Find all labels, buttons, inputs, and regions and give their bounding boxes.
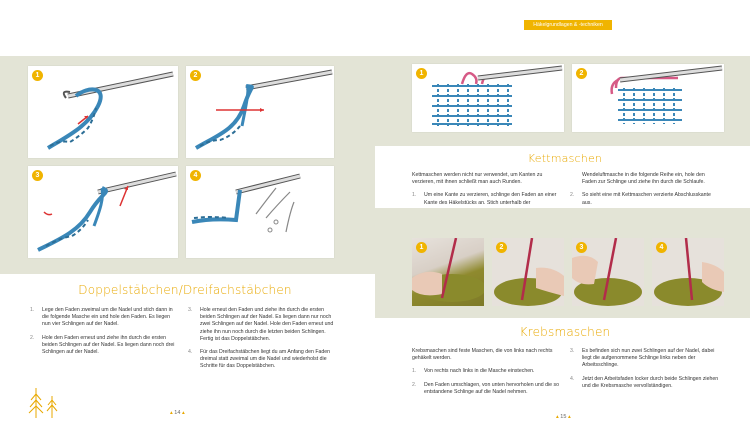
list-item: 2. So sieht eine mit Kettmaschen verzierte Abschlusskante aus. <box>570 192 711 206</box>
diagram-card-2 <box>186 66 334 158</box>
kett-col2-intro: Wendeluftmasche in die folgende Reihe ein, hole den Faden zur Schlinge und ziehe ihn durch die Schlaufe. <box>582 172 705 186</box>
photo-badge-4: 4 <box>656 242 667 253</box>
step-badge-4: 4 <box>190 170 201 181</box>
diagram-card-1 <box>28 66 178 158</box>
list-item: 4. Jetzt den Arbeitsfaden locker durch beide Schlingen ziehen und die Krebsmasche vervollständigen. <box>570 375 719 389</box>
krebs-photo-2 <box>492 238 564 306</box>
kett-badge-1: 1 <box>416 68 427 79</box>
kett-diagram-card-1 <box>412 64 564 132</box>
kett-title: Kettmaschen <box>527 152 603 165</box>
krebs-intro: Krebsmaschen sind feste Maschen, die von links nach rechts gehäkelt werden. <box>412 348 553 362</box>
kett-badge-2: 2 <box>576 68 587 79</box>
diagram-card-3 <box>28 166 178 258</box>
kett-intro: Kettmaschen werden nicht nur verwendet, um Kanten zu verzieren, mit ihnen schließt man auch Runden. <box>412 172 543 186</box>
krebs-photo-1 <box>412 238 484 306</box>
tree-decoration-icon <box>24 386 64 420</box>
krebs-photo-3 <box>572 238 644 306</box>
list-item: 1. Um eine Kante zu verzieren, schlinge den Faden an einer Kante des Häkelstücks an. Stich unterhalb der <box>412 192 557 206</box>
list-item: 3. Hole erneut den Faden und ziehe ihn durch die ersten beiden Schlingen auf der Nadel. Es liegen dann nur noch zwei Schlingen auf der Nadel. Hole den Faden erneut und ziehe ihn nun noch durch die letzten beiden Schlingen. Fertig ist das Doppelstäbchen. <box>188 307 334 342</box>
list-item: 2. Den Faden umschlagen, von unten hervorholen und die so entstandene Schlinge auf die Nadel nehmen. <box>412 381 559 395</box>
kett-col1 <box>412 172 562 213</box>
photo-badge-3: 3 <box>576 242 587 253</box>
step-badge-2: 2 <box>190 70 201 81</box>
left-title: Doppelstäbchen/Dreifachstäbchen <box>78 283 292 297</box>
photo-badge-1: 1 <box>416 242 427 253</box>
list-item: 2. Hole den Faden erneut und ziehe ihn durch die ersten beiden Schlingen auf der Nadel. Es liegen dann noch drei Schlingen auf der Nadel. <box>30 334 175 356</box>
crochet-diagram-1 <box>28 66 178 158</box>
crochet-diagram-4 <box>186 166 334 258</box>
crochet-diagram-2 <box>186 66 334 158</box>
photo-badge-2: 2 <box>496 242 507 253</box>
left-steps-col2 <box>188 307 338 377</box>
left-page-number: ▴ 14 ▴ <box>170 410 185 416</box>
krebs-photo-4 <box>652 238 724 306</box>
list-item: 1. Lege den Faden zweimal um die Nadel und stich dann in die folgende Masche ein und hole den Faden. Es liegen nun vier Schlingen auf der Nadel. <box>30 307 173 328</box>
diagram-card-4 <box>186 166 334 258</box>
header-tag: Häkelgrundlagen & -techniken <box>524 20 612 30</box>
list-item: 3. Es befinden sich nun zwei Schlingen auf der Nadel, dabei liegt die aufgenommene Schlinge links neben der Arbeitsschlinge. <box>570 348 715 369</box>
step-badge-1: 1 <box>32 70 43 81</box>
krebs-title: Krebsmaschen <box>519 325 611 339</box>
crochet-diagram-3 <box>28 166 178 258</box>
kett-diagram-2 <box>572 64 724 132</box>
right-page-number: ▴ 15 ▴ <box>556 414 571 420</box>
kett-col2 <box>570 172 720 213</box>
krebs-col2 <box>570 348 720 396</box>
list-item: 4. Für das Dreifachstäbchen liegt du am Anfang den Faden dreimal statt zweimal um die Nadel und wiederholst die Schritte für das Doppelstäbchen. <box>188 349 331 370</box>
kett-diagram-card-2 <box>572 64 724 132</box>
step-badge-3: 3 <box>32 170 43 181</box>
kett-diagram-1 <box>412 64 564 132</box>
left-steps-col1 <box>30 307 180 362</box>
list-item: 1. Von rechts nach links in die Masche einstechen. <box>412 368 535 375</box>
krebs-col1 <box>412 348 562 402</box>
